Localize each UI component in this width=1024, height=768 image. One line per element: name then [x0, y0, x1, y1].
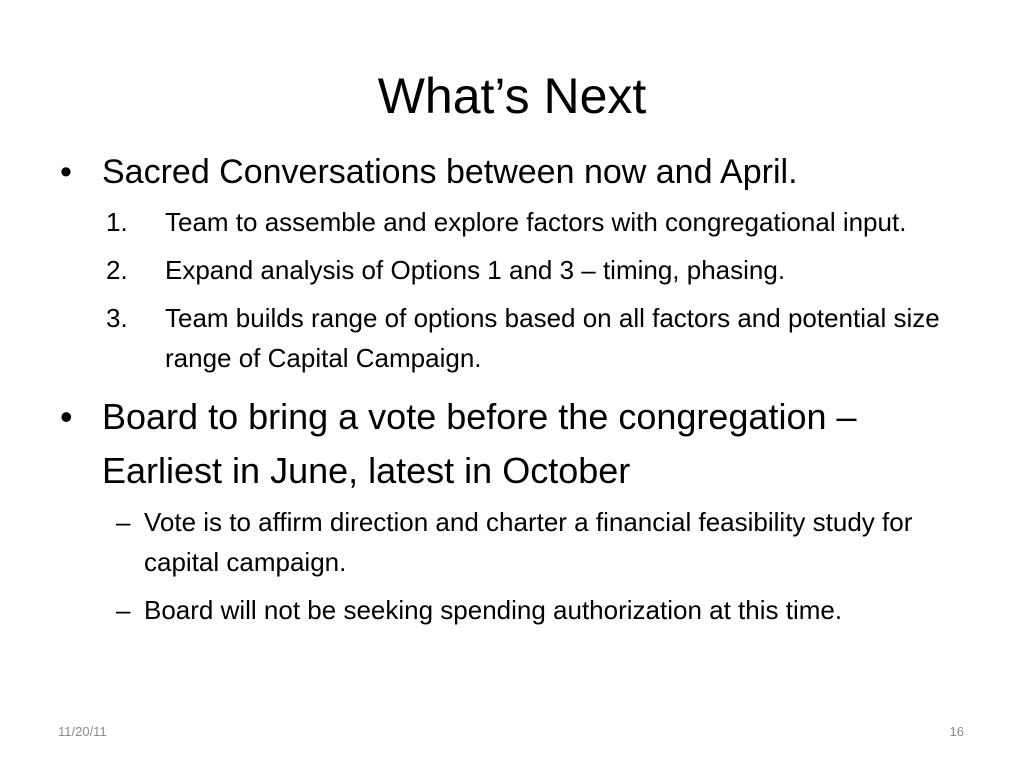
list-item — [60, 298, 970, 378]
list-number: 1. — [106, 207, 128, 237]
list-item — [60, 202, 970, 242]
bullet-marker: • — [60, 396, 73, 437]
bullet-text: Board to bring a vote before the congregation – Earliest in June, latest in October — [102, 396, 857, 491]
list-item-text: Board will not be seeking spending authorization at this time. — [144, 595, 843, 625]
list-item-text: Vote is to affirm direction and charter a financial feasibility study for capital campaign. — [144, 507, 913, 577]
list-item-text: Expand analysis of Options 1 and 3 – timing, phasing. — [165, 255, 786, 285]
slide-content — [60, 146, 970, 638]
list-item-text: Team to assemble and explore factors with congregational input. — [165, 207, 907, 237]
list-number: 2. — [106, 255, 128, 285]
list-item — [60, 590, 970, 630]
slide-title: What’s Next — [377, 68, 647, 124]
list-number: 3. — [106, 303, 128, 333]
footer-date: 11/20/11 — [58, 724, 107, 739]
dash-marker: – — [116, 595, 131, 625]
list-item — [60, 250, 970, 290]
numbered-list — [60, 202, 970, 378]
dash-marker: – — [116, 507, 131, 537]
list-item — [60, 502, 970, 582]
bullet-item — [60, 146, 970, 198]
list-item-text: Team builds range of options based on all factors and potential size range of Capital Campaign. — [165, 303, 940, 373]
page-number: 16 — [949, 724, 964, 739]
bullet-text: Sacred Conversations between now and April. — [102, 153, 798, 191]
dash-list — [60, 502, 970, 630]
bullet-marker: • — [60, 153, 72, 191]
bullet-item — [60, 390, 970, 498]
